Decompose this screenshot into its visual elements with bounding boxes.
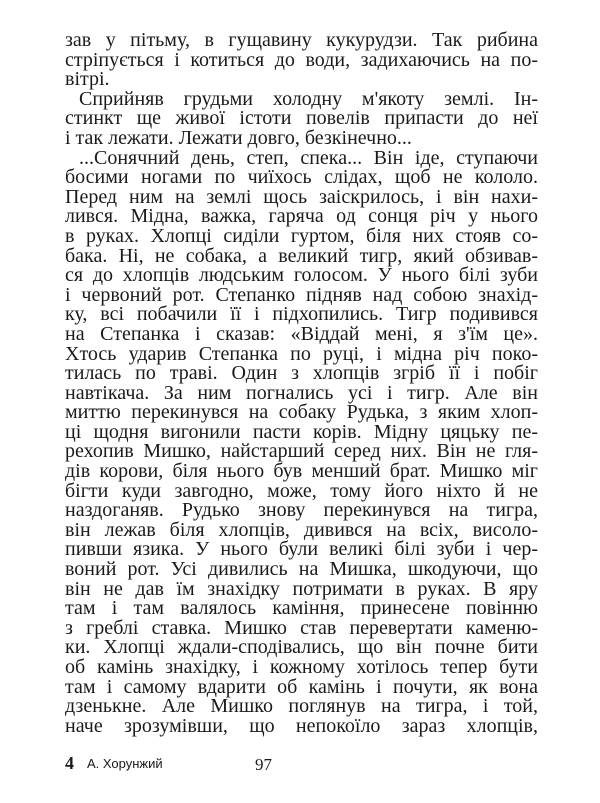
- author-name: А. Хорунжий: [87, 756, 163, 771]
- text-line: навтікача. За ним погнались усі і тигр. Але він: [65, 381, 538, 404]
- text-line: воний рот. Усі дивились на Мишка, шкодуючи, що: [65, 558, 538, 581]
- text-line: і так лежати. Лежати довго, безкінечно...: [65, 126, 412, 149]
- text-line: ся до хлопців людським голосом. У нього білі зуби: [65, 264, 538, 287]
- page-number: 97: [255, 755, 272, 774]
- text-line: рехопив Мишко, найстарший серед них. Він не гля-: [65, 440, 538, 463]
- text-line: Хтось ударив Степанка по руці, і мідна річ поко-: [65, 342, 538, 365]
- text-line: зав у пітьму, в гущавину кукурудзи. Так рибина: [65, 29, 538, 51]
- text-line: в руках. Хлопці сиділи гуртом, біля них стояв со-: [65, 224, 538, 247]
- text-line: лився. Мідна, важка, гаряча од сонця річ у нього: [65, 205, 538, 228]
- text-line: босими ногами по чиїхось слідах, щоб не кололо.: [65, 166, 538, 189]
- text-line: стріпується і котиться до води, задихаючись на по-: [65, 48, 538, 71]
- text-line: бігти куди завгодно, може, тому його ніхто й не: [65, 479, 538, 502]
- text-line: на Степанка і сказав: «Віддай мені, я з'їм це».: [65, 322, 538, 345]
- text-line: дзенькне. Але Мишко поглянув на тигра, і той,: [65, 695, 538, 718]
- text-line: вітрі.: [65, 68, 110, 91]
- text-line: бака. Ні, не собака, а великий тигр, який обзивав-: [65, 244, 538, 267]
- text-line: і червоний рот. Степанко підняв над собою знахід-: [65, 283, 538, 306]
- text-line: стинкт ще живої істоти повелів припасти до неї: [65, 107, 538, 130]
- text-line: тилась по траві. Один з хлопців згріб її і побіг: [65, 362, 538, 385]
- text-line: він не дав їм знахідку потримати в руках. В яру: [65, 577, 538, 600]
- text-line: наче зрозумівши, що непокоїло зараз хлопців,: [65, 714, 538, 737]
- text-line: Перед ним на землі щось заіскрилось, і він нахи-: [65, 185, 538, 208]
- page-body-text: [65, 31, 538, 736]
- text-line: з греблі ставка. Мишко став перевертати каменю-: [65, 616, 538, 639]
- text-line: він лежав біля хлопців, дивився на всіх, висоло-: [65, 518, 538, 541]
- text-line: миттю перекинувся на собаку Рудька, з яким хлоп-: [65, 401, 538, 424]
- text-line: об камінь знахідку, і кожному хотілось тепер бути: [65, 656, 538, 678]
- text-line: ці щодня вигонили пасти корів. Мідну цяцьку пе-: [65, 420, 538, 443]
- text-line: дів корови, біля нього був менший брат. Мишко міг: [65, 460, 538, 483]
- text-line: там і самому вдарити об камінь і почути, як вона: [65, 675, 538, 698]
- text-line: наздоганяв. Рудько знову перекинувся на тигра,: [65, 499, 538, 522]
- text-line: ...Сонячний день, степ, спека... Він іде, ступаючи: [79, 146, 538, 169]
- text-line: пивши язика. У нього були великі білі зуби і чер-: [65, 538, 538, 561]
- text-line: Сприйняв грудьми холодну м'якоту землі. Ін-: [79, 87, 538, 110]
- signature-mark: 4: [65, 753, 74, 773]
- text-line: ку, всі побачили її і підхопились. Тигр подивився: [65, 303, 538, 326]
- text-line: там і там валялось каміння, принесене повінню: [65, 597, 538, 620]
- text-line: ки. Хлопці ждали-сподівались, що він почне бити: [65, 636, 538, 659]
